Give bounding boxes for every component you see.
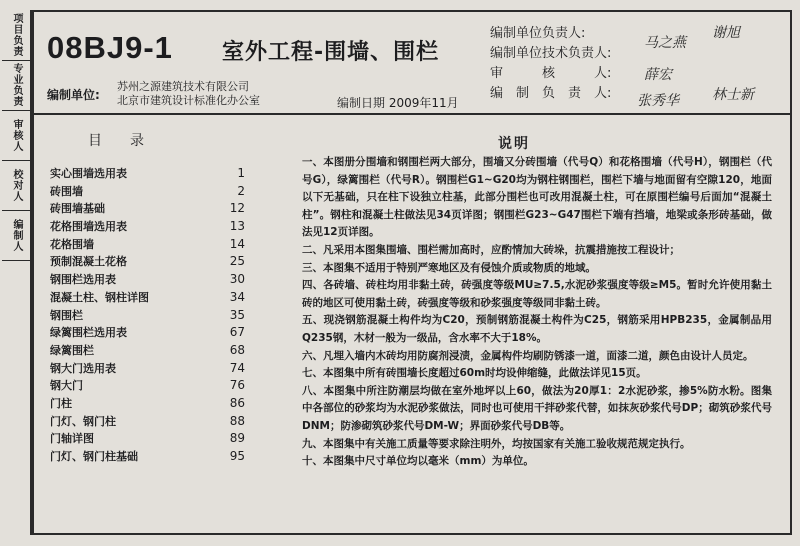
toc-item-page: 35 [229, 307, 245, 322]
signature-3: 薛宏 [644, 67, 672, 83]
toc-item[interactable] [50, 183, 245, 201]
toc-item-page: 95 [229, 449, 245, 463]
toc-item[interactable] [50, 236, 245, 254]
atlas-title: 室外工程-围墙、围栏 [222, 40, 440, 65]
toc-item-page: 30 [229, 272, 245, 287]
role-label: 审 核 人: [490, 66, 612, 81]
compile-date: 编制日期 2009年11月 [337, 96, 459, 110]
toc-item-label: 钢围栏 [50, 308, 83, 322]
toc-item-label: 砖围墙 [50, 184, 83, 198]
role-label: 编制单位技术负责人: [490, 46, 612, 61]
strip-cell-2: 专业负责 [11, 63, 22, 107]
company-name-1: 苏州之源建筑技术有限公司 [117, 80, 249, 93]
toc-item[interactable] [50, 271, 245, 289]
toc-item[interactable] [50, 360, 245, 378]
toc-item[interactable] [50, 342, 245, 360]
toc-item-page: 88 [229, 413, 245, 428]
role-row [490, 64, 650, 84]
toc-item-page: 89 [229, 431, 245, 446]
atlas-code: 08BJ9-1 [47, 30, 173, 65]
binding-strip [2, 10, 32, 535]
company-name-2: 北京市建筑设计标准化办公室 [117, 94, 260, 107]
toc-item-page: 86 [229, 395, 245, 410]
toc-item-page: 34 [229, 289, 245, 304]
toc-item[interactable] [50, 377, 245, 395]
toc-item-label: 砖围墙基础 [50, 202, 105, 216]
toc-item-page: 68 [229, 342, 245, 357]
role-row [490, 24, 650, 44]
toc-item[interactable] [50, 218, 245, 236]
note-paragraph: 八、本图集中所注防潮层均做在室外地坪以上60，做法为20厚1：2水泥砂浆，掺5%防水粉。图集中各部位的砂浆均为水泥砂浆做法，同时也可使用干拌砂浆代替，如抹灰砂浆代号DP；砌筑砂浆代号DNM；防渗砌筑砂浆代号DM-W；界面砂浆代号DB等。 [302, 384, 772, 432]
role-label: 编 制 负 责 人: [490, 86, 612, 101]
toc-item[interactable] [50, 307, 245, 325]
toc-item-page: 14 [229, 236, 245, 251]
note-paragraph: 七、本图集中所有砖围墙长度超过60m时均设伸缩缝，此做法详见15页。 [302, 367, 647, 380]
strip-cell-3: 审核人 [11, 118, 22, 152]
toc-item[interactable] [50, 253, 245, 271]
note-paragraph: 十、本图集中尺寸单位均以毫米（mm）为单位。 [302, 455, 534, 468]
note-paragraph: 一、本图册分围墙和钢围栏两大部分，围墙又分砖围墙（代号Q）和花格围墙（代号H），钢围栏（代号G），绿篱围栏（代号R）。钢围栏G1~G20均为钢柱钢围栏，围栏下墙与地面留有空隙120，地面以下无基础，只在柱下设独立柱基，此部分围栏也可改用混凝土柱，可在原围栏编号后面加“混凝土柱”。钢柱和混凝土柱做法见34页详图；钢围栏G23~G47围栏下端有挡墙，地梁或条形砖基础，做法见12页详图。 [302, 156, 772, 239]
toc-item[interactable] [50, 430, 245, 448]
toc-item-label: 门灯、钢门柱 [50, 414, 116, 428]
toc-item[interactable] [50, 413, 245, 431]
toc-item-page: 1 [237, 166, 245, 180]
responsible-roles [490, 24, 650, 104]
signature-2: 谢旭 [712, 25, 740, 41]
role-row [490, 84, 650, 104]
toc-item[interactable] [50, 324, 245, 342]
notes-title: 说明 [498, 136, 530, 152]
header [32, 10, 792, 115]
toc-item-page: 67 [229, 325, 245, 340]
toc-item-label: 混凝土柱、钢柱详图 [50, 290, 149, 304]
strip-cell-4: 校对人 [11, 168, 22, 202]
company-names [117, 80, 260, 108]
toc-item-label: 预制混凝土花格 [50, 255, 127, 269]
toc-title: 目录 [88, 133, 172, 149]
toc-item-label: 绿篱围栏 [50, 343, 94, 357]
note-paragraph: 二、凡采用本图集围墙、围栏需加高时，应酌情加大砖垛，抗震措施按工程设计； [302, 243, 680, 256]
toc-item-label: 钢大门选用表 [50, 361, 116, 375]
toc-item[interactable] [50, 395, 245, 413]
notes-body [302, 154, 772, 471]
toc-item[interactable] [50, 289, 245, 307]
role-label: 编制单位负责人: [490, 26, 586, 41]
signature-1: 马之燕 [644, 35, 686, 51]
note-paragraph: 五、现浇钢筋混凝土构件均为C20，预制钢筋混凝土构件为C25，钢筋采用HPB235，金属制品用Q235钢，木材一般为一级品，含水率不大于18%。 [302, 314, 772, 344]
toc-item-label: 门柱 [50, 396, 72, 410]
toc-item-label: 实心围墙选用表 [50, 167, 127, 180]
note-paragraph: 九、本图集中有关施工质量等要求除注明外，均按国家有关施工验收规范规定执行。 [302, 437, 691, 450]
toc-item-page: 13 [229, 219, 245, 234]
toc-item[interactable] [50, 448, 245, 466]
toc-item-label: 花格围墙选用表 [50, 220, 127, 234]
role-row [490, 44, 650, 64]
table-of-contents [50, 165, 245, 466]
signature-5: 林士新 [712, 87, 754, 103]
toc-item-label: 门轴详图 [50, 432, 94, 446]
toc-item[interactable] [50, 165, 245, 183]
signature-4: 张秀华 [637, 93, 679, 109]
strip-cell-1: 项目负责 [11, 13, 22, 57]
toc-item-label: 绿篱围栏选用表 [50, 326, 127, 340]
note-paragraph: 四、各砖墙、砖柱均用非黏土砖，砖强度等级MU≥7.5,水泥砂浆强度等级≥M5。暂时允许使用黏土砖的地区可使用黏土砖，砖强度等级和砂浆强度等级同非黏土砖。 [302, 279, 772, 309]
toc-item-label: 门灯、钢门柱基础 [50, 450, 138, 463]
note-paragraph: 六、凡埋入墙内木砖均用防腐剂浸渍，金属构件均刷防锈漆一道，面漆二道，颜色由设计人员定。 [302, 349, 754, 362]
toc-item-page: 12 [229, 201, 245, 216]
strip-cell-5: 编制人 [11, 218, 22, 252]
toc-item-page: 25 [229, 254, 245, 269]
toc-item-label: 钢围栏选用表 [50, 273, 116, 287]
toc-item-page: 76 [229, 378, 245, 393]
company-label: 编制单位: [47, 88, 100, 102]
toc-item-page: 2 [237, 183, 245, 198]
toc-item[interactable] [50, 200, 245, 218]
note-paragraph: 三、本图集不适用于特别严寒地区及有侵蚀介质或物质的地域。 [302, 261, 596, 274]
toc-item-label: 花格围墙 [50, 237, 94, 251]
toc-item-page: 74 [229, 360, 245, 375]
toc-item-label: 钢大门 [50, 379, 83, 393]
